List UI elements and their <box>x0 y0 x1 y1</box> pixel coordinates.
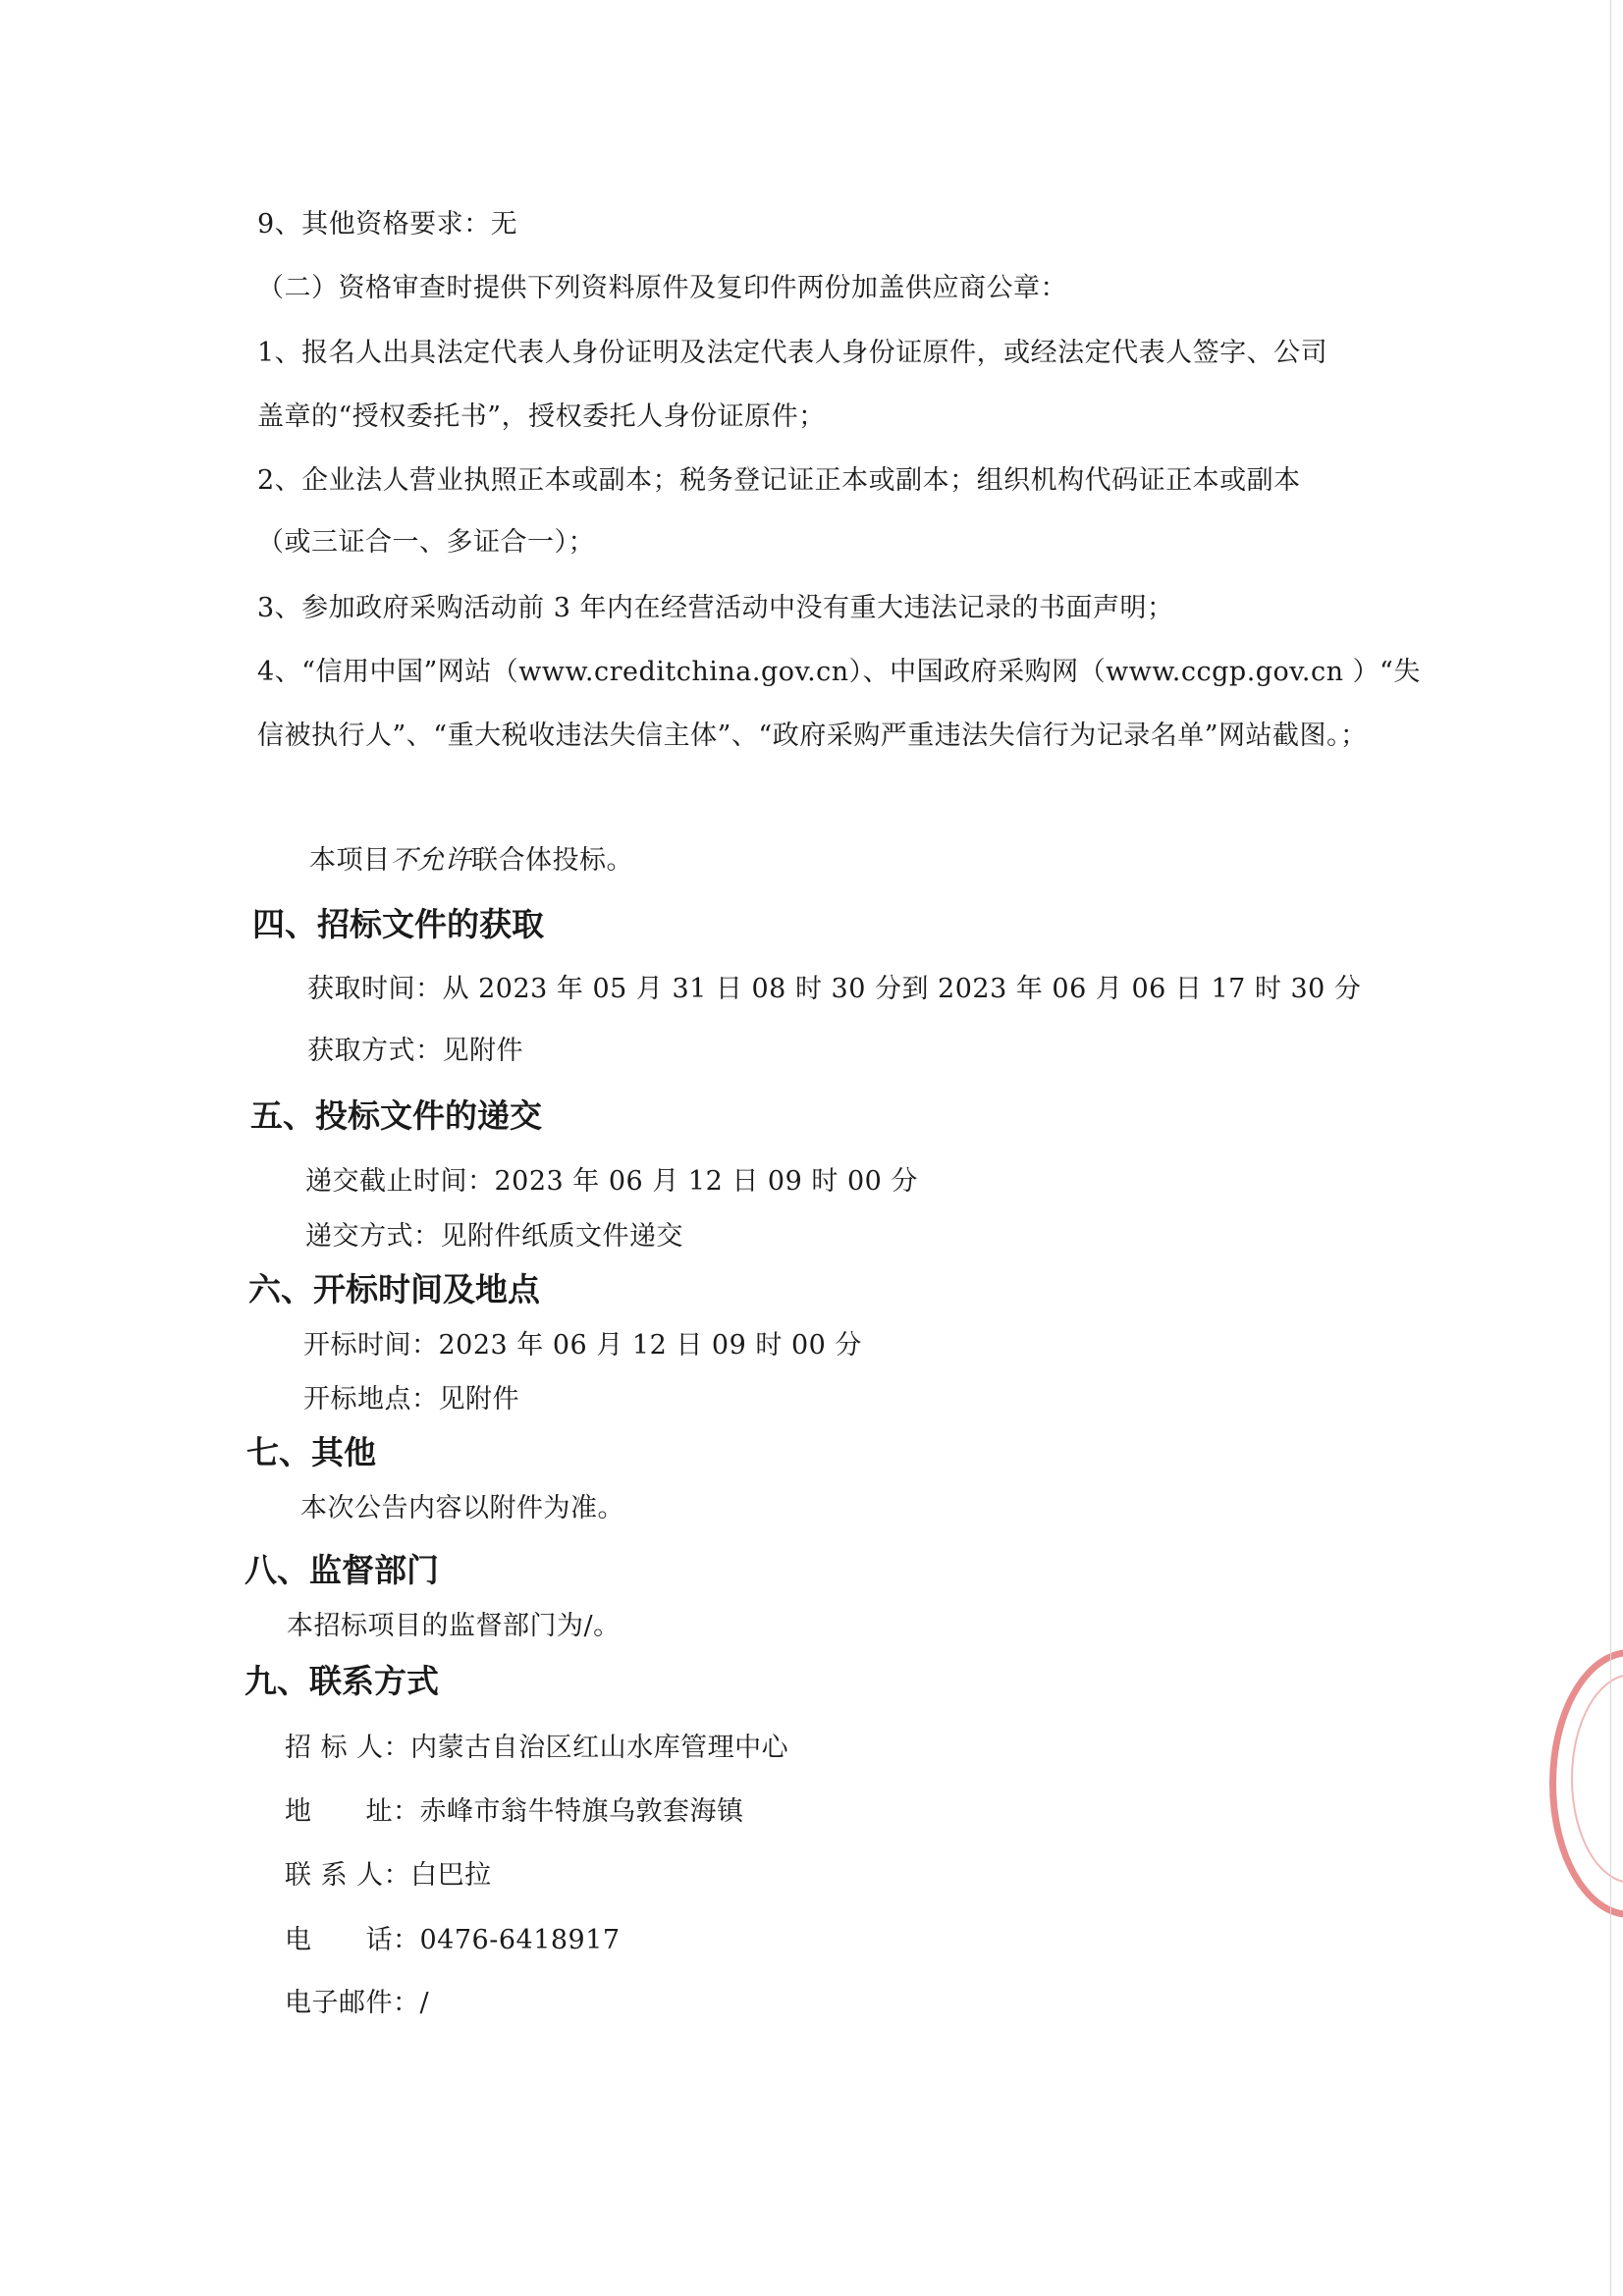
qualification-item-4-line-2: 信被执行人”、“重大税收违法失信主体”、“政府采购严重违法失信行为记录名单”网站截图。； <box>257 721 1368 751</box>
consortium-not-allowed: 不允许 <box>390 845 471 876</box>
submission-deadline: 递交截止时间：2023 年 06 月 12 日 09 时 00 分 <box>305 1166 918 1197</box>
section-9-heading: 九、联系方式 <box>244 1662 439 1700</box>
email-label: 电子邮件： <box>285 1988 420 2018</box>
section-5-heading: 五、投标文件的递交 <box>250 1096 542 1135</box>
contact-phone <box>285 1924 621 1957</box>
qualification-item-2-line-1: 2、企业法人营业执照正本或副本；税务登记证正本或副本；组织机构代码证正本或副本 <box>257 465 1301 496</box>
qualification-item-4-line-1: 4、“信用中国”网站（www.creditchina.gov.cn）、中国政府采购网（www.ccgp.gov.cn ）“失 <box>257 657 1421 687</box>
contact-address <box>285 1795 744 1829</box>
consortium-prefix: 本项目 <box>309 845 391 876</box>
qualification-item-1-line-1: 1、报名人出具法定代表人身份证明及法定代表人身份证原件，或经法定代表人签字、公司 <box>257 338 1328 368</box>
tenderer-value: 内蒙古自治区红山水库管理中心 <box>410 1733 789 1763</box>
section-7-heading: 七、其他 <box>246 1433 376 1471</box>
page-edge-divider <box>1610 0 1611 2296</box>
opening-place: 开标地点：见附件 <box>303 1384 519 1415</box>
address-label: 地 址： <box>285 1796 420 1827</box>
contact-tenderer <box>285 1732 788 1765</box>
section-8-heading: 八、监督部门 <box>244 1551 439 1589</box>
qualification-item-2-line-2: （或三证合一、多证合一）； <box>257 527 595 558</box>
tenderer-label: 招 标 人： <box>285 1733 411 1763</box>
submission-method: 递交方式：见附件纸质文件递交 <box>305 1221 683 1252</box>
contact-email <box>285 1987 429 2020</box>
phone-value: 0476-6418917 <box>419 1925 621 1955</box>
section-6-heading: 六、开标时间及地点 <box>248 1270 540 1308</box>
phone-label: 电 话： <box>285 1925 420 1955</box>
email-value: / <box>419 1988 430 2018</box>
other-note: 本次公告内容以附件为准。 <box>300 1493 624 1523</box>
opening-time: 开标时间：2023 年 06 月 12 日 09 时 00 分 <box>303 1330 862 1361</box>
acquisition-method: 获取方式：见附件 <box>307 1036 523 1066</box>
qualification-item-9: 9、其他资格要求：无 <box>257 209 518 240</box>
qualification-item-3: 3、参加政府采购活动前 3 年内在经营活动中没有重大违法记录的书面声明； <box>257 593 1174 623</box>
contact-person <box>285 1859 492 1893</box>
contact-value: 白巴拉 <box>410 1860 492 1891</box>
qualification-item-1-line-2: 盖章的“授权委托书”，授权委托人身份证原件； <box>257 401 826 432</box>
acquisition-time: 获取时间：从 2023 年 05 月 31 日 08 时 30 分到 2023 年 06 月 06 日 17 时 30 分 <box>307 974 1362 1004</box>
supervision-note: 本招标项目的监督部门为/。 <box>287 1611 621 1641</box>
section-4-heading: 四、招标文件的获取 <box>252 905 544 943</box>
consortium-suffix: 联合体投标。 <box>471 845 633 876</box>
qualification-review-intro: （二）资格审查时提供下列资料原件及复印件两份加盖供应商公章： <box>257 273 1067 303</box>
consortium-statement <box>309 844 633 878</box>
contact-label: 联 系 人： <box>285 1860 411 1891</box>
address-value: 赤峰市翁牛特旗乌敦套海镇 <box>419 1796 744 1827</box>
